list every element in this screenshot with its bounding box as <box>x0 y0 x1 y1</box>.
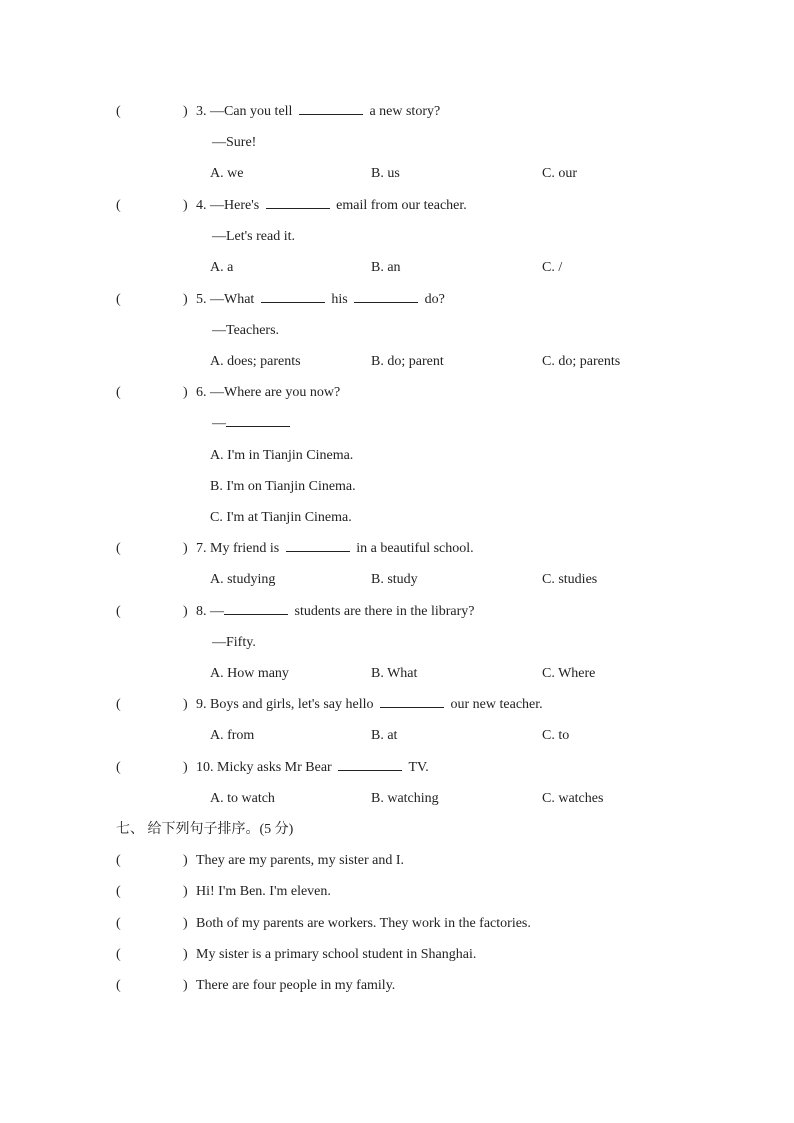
option-b: B. an <box>371 260 401 275</box>
reply-line: —Sure! <box>212 135 257 150</box>
question-stem-start: Boys and girls, let's say hello <box>210 697 374 712</box>
answer-paren-open: ( <box>116 697 121 712</box>
option-a: A. I'm in Tianjin Cinema. <box>210 448 354 463</box>
options-row <box>0 258 700 278</box>
option-b: B. us <box>371 166 400 181</box>
reply-line: —Fifty. <box>212 635 256 650</box>
option-b: B. do; parent <box>371 354 444 369</box>
question-stem-middle: his <box>331 292 348 307</box>
question-text <box>196 196 467 216</box>
option-b: B. What <box>371 666 418 681</box>
question-7 <box>0 539 700 559</box>
question-stem-end: a new story? <box>369 104 441 119</box>
answer-blank <box>226 414 290 427</box>
section-title: 七、 给下列句子排序。(5 分) <box>116 822 294 837</box>
ordering-sentence <box>0 851 700 871</box>
answer-paren-open: ( <box>116 104 121 119</box>
question-text <box>196 602 474 622</box>
answer-paren-open: ( <box>116 385 121 400</box>
answer-paren-close: ) <box>183 292 188 307</box>
question-number: 10. <box>196 760 214 775</box>
options-row <box>0 664 700 684</box>
answer-paren-open: ( <box>116 884 121 899</box>
answer-paren-open: ( <box>116 916 121 931</box>
answer-paren-close: ) <box>183 978 188 993</box>
question-number: 5. <box>196 292 207 307</box>
answer-paren-close: ) <box>183 884 188 899</box>
option-c: C. I'm at Tianjin Cinema. <box>210 510 352 525</box>
answer-paren-open: ( <box>116 292 121 307</box>
option-a: A. we <box>210 166 244 181</box>
question-stem-end: our new teacher. <box>450 697 543 712</box>
options-row <box>0 352 700 372</box>
option-a: A. to watch <box>210 791 275 806</box>
option-c: C. to <box>542 728 570 743</box>
question-stem-start: —Where are you now? <box>210 385 341 400</box>
question-9 <box>0 695 700 715</box>
option-c: C. Where <box>542 666 596 681</box>
question-stem-end: in a beautiful school. <box>356 541 474 556</box>
question-stem-end: students are there in the library? <box>294 604 475 619</box>
question-8 <box>0 602 700 622</box>
answer-blank <box>261 290 325 303</box>
answer-blank <box>338 758 402 771</box>
question-stem-start: —What <box>210 292 255 307</box>
question-4 <box>0 196 700 216</box>
ordering-sentence <box>0 976 700 996</box>
options-row <box>0 570 700 590</box>
question-number: 8. <box>196 604 207 619</box>
option-a: A. How many <box>210 666 289 681</box>
option-b: B. watching <box>371 791 439 806</box>
option-b: B. study <box>371 572 418 587</box>
option-a: A. a <box>210 260 234 275</box>
option-a: A. studying <box>210 572 276 587</box>
answer-paren-open: ( <box>116 604 121 619</box>
question-stem-end: do? <box>424 292 445 307</box>
question-number: 4. <box>196 198 207 213</box>
answer-paren-close: ) <box>183 947 188 962</box>
option-a: A. from <box>210 728 255 743</box>
sentence-text: They are my parents, my sister and I. <box>196 853 404 868</box>
answer-paren-close: ) <box>183 697 188 712</box>
answer-paren-close: ) <box>183 541 188 556</box>
question-3 <box>0 102 700 122</box>
question-5 <box>0 290 700 310</box>
answer-blank <box>380 695 444 708</box>
sentence-text: Both of my parents are workers. They work in the factories. <box>196 916 531 931</box>
answer-blank <box>354 290 418 303</box>
option-c: C. studies <box>542 572 598 587</box>
answer-paren-close: ) <box>183 385 188 400</box>
answer-blank <box>266 196 330 209</box>
option-b: B. at <box>371 728 398 743</box>
question-6 <box>0 383 700 403</box>
option-c: C. / <box>542 260 563 275</box>
ordering-sentence <box>0 945 700 965</box>
question-text <box>196 383 340 403</box>
option-c: C. do; parents <box>542 354 621 369</box>
reply-line: —Let's read it. <box>212 229 295 244</box>
option-c: C. watches <box>542 791 604 806</box>
answer-blank <box>224 602 288 615</box>
answer-blank <box>286 539 350 552</box>
question-stem-start: My friend is <box>210 541 280 556</box>
answer-paren-open: ( <box>116 760 121 775</box>
answer-paren-open: ( <box>116 853 121 868</box>
answer-paren-open: ( <box>116 541 121 556</box>
question-stem-start: —Can you tell <box>210 104 293 119</box>
sentence-text: Hi! I'm Ben. I'm eleven. <box>196 884 331 899</box>
question-10 <box>0 758 700 778</box>
question-text <box>196 539 474 559</box>
question-number: 6. <box>196 385 207 400</box>
question-number: 7. <box>196 541 207 556</box>
question-stem-end: TV. <box>408 760 429 775</box>
answer-paren-close: ) <box>183 198 188 213</box>
options-row <box>0 726 700 746</box>
question-stem-end: email from our teacher. <box>336 198 467 213</box>
answer-paren-close: ) <box>183 604 188 619</box>
question-stem-start: Micky asks Mr Bear <box>217 760 332 775</box>
answer-paren-close: ) <box>183 760 188 775</box>
question-number: 3. <box>196 104 207 119</box>
ordering-sentence <box>0 914 700 934</box>
sentence-text: My sister is a primary school student in Shanghai. <box>196 947 477 962</box>
question-text <box>196 758 429 778</box>
question-number: 9. <box>196 697 207 712</box>
option-c: C. our <box>542 166 577 181</box>
answer-paren-close: ) <box>183 916 188 931</box>
ordering-sentence <box>0 882 700 902</box>
sentence-text: There are four people in my family. <box>196 978 396 993</box>
reply-line: —Teachers. <box>212 323 280 338</box>
reply-dash: — <box>212 416 226 431</box>
question-text <box>196 102 440 122</box>
answer-paren-close: ) <box>183 853 188 868</box>
reply-line <box>212 414 293 434</box>
options-row <box>0 164 700 184</box>
question-stem-start: — <box>210 604 224 619</box>
question-text <box>196 695 543 715</box>
answer-paren-open: ( <box>116 947 121 962</box>
option-a: A. does; parents <box>210 354 301 369</box>
options-row <box>0 789 700 809</box>
question-text <box>196 290 445 310</box>
answer-paren-close: ) <box>183 104 188 119</box>
answer-blank <box>299 102 363 115</box>
answer-paren-open: ( <box>116 198 121 213</box>
question-stem-start: —Here's <box>210 198 260 213</box>
option-b: B. I'm on Tianjin Cinema. <box>210 479 356 494</box>
answer-paren-open: ( <box>116 978 121 993</box>
